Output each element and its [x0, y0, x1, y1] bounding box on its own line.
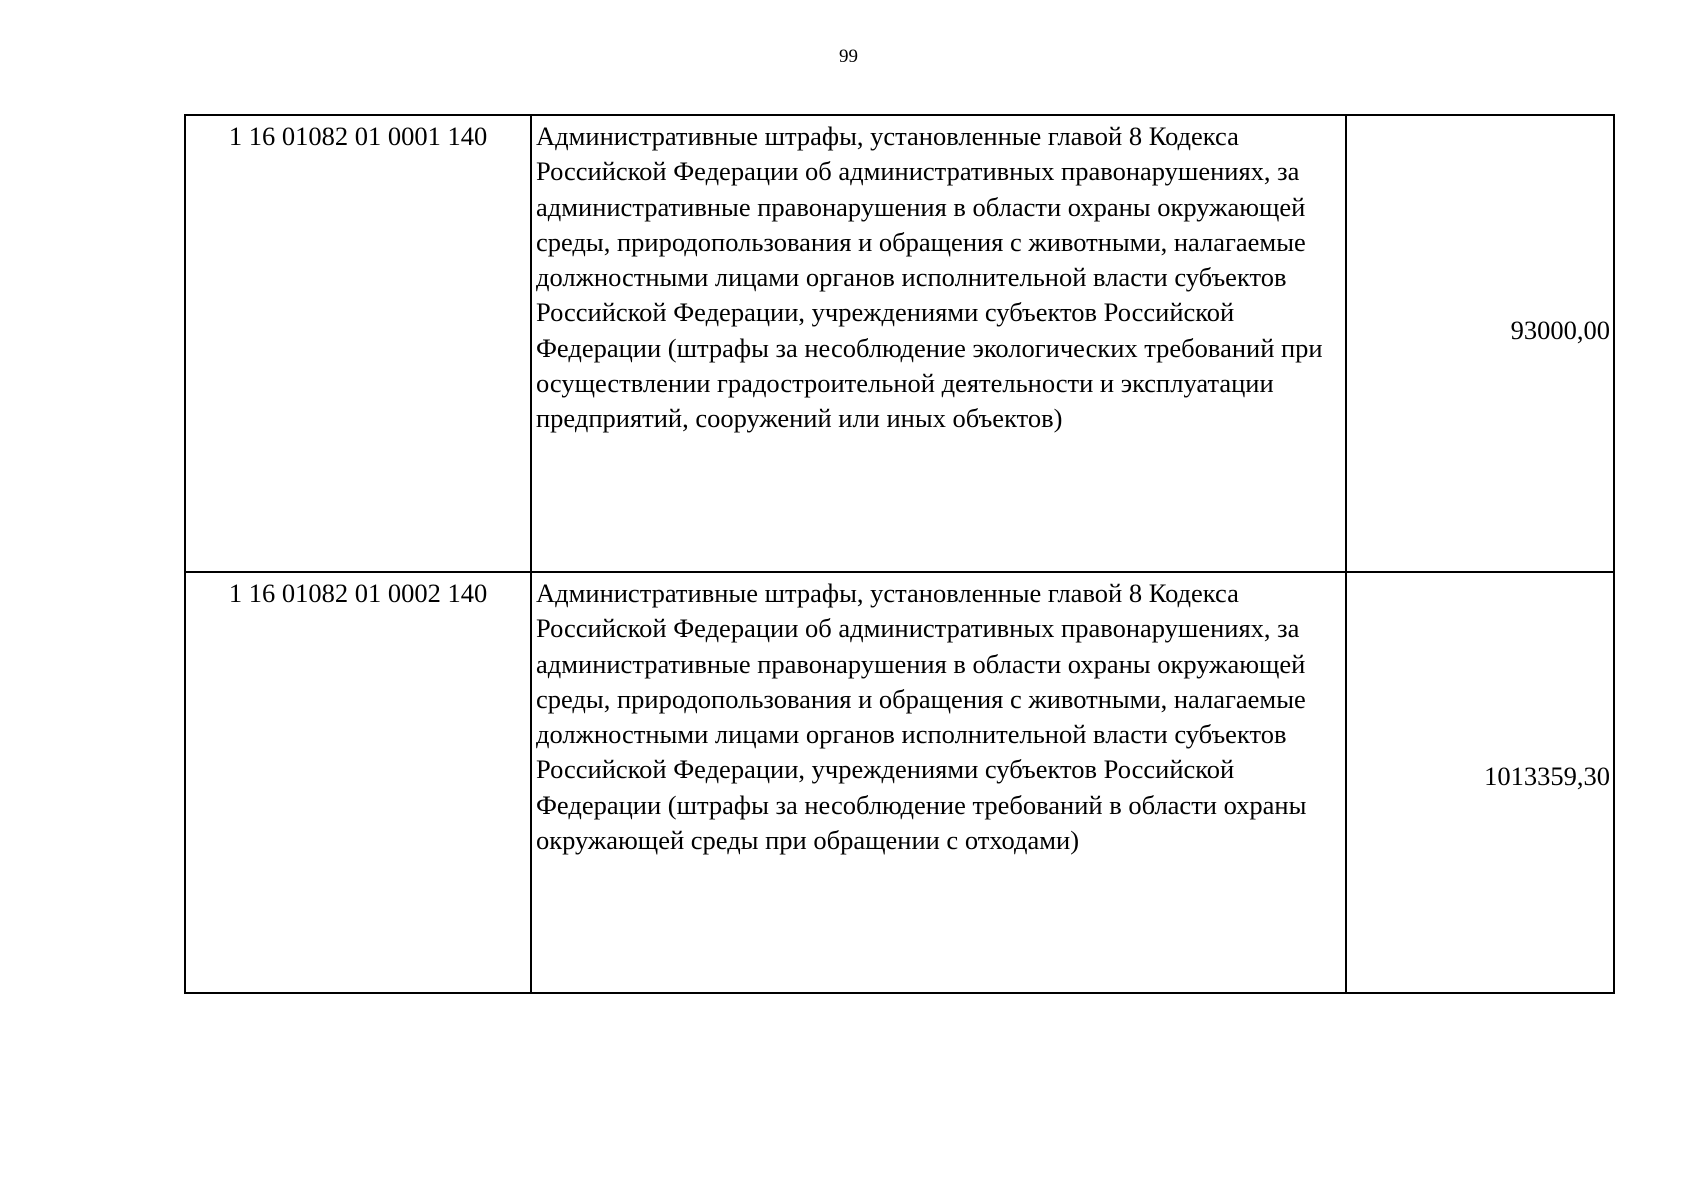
page-number: 99 — [839, 46, 858, 67]
budget-table — [184, 114, 1615, 994]
amount-cell — [1346, 572, 1614, 993]
table-row — [185, 115, 1614, 572]
budget-code-cell: 1 16 01082 01 0001 140 — [185, 115, 531, 572]
description-cell: Административные штрафы, установленные главой 8 Кодекса Российской Федерации об административных правонарушениях, за административные правонарушения в области охраны окружающей среды, природопользования и обращения с животными, налагаемые должностными лицами органов исполнительной власти субъектов Российской Федерации, учреждениями субъектов Российской Федерации (штрафы за несоблюдение требований в области охраны окружающей среды при обращении с отходами) — [531, 572, 1346, 993]
amount-cell — [1346, 115, 1614, 572]
amount-value: 1013359,30 — [1484, 760, 1610, 791]
table-row — [185, 572, 1614, 993]
description-cell: Административные штрафы, установленные главой 8 Кодекса Российской Федерации об административных правонарушениях, за административные правонарушения в области охраны окружающей среды, природопользования и обращения с животными, налагаемые должностными лицами органов исполнительной власти субъектов Российской Федерации, учреждениями субъектов Российской Федерации (штрафы за несоблюдение экологических требований при осуществлении градостроительной деятельности и эксплуатации предприятий, сооружений или иных объектов) — [531, 115, 1346, 572]
budget-code-cell: 1 16 01082 01 0002 140 — [185, 572, 531, 993]
amount-value: 93000,00 — [1510, 314, 1610, 345]
